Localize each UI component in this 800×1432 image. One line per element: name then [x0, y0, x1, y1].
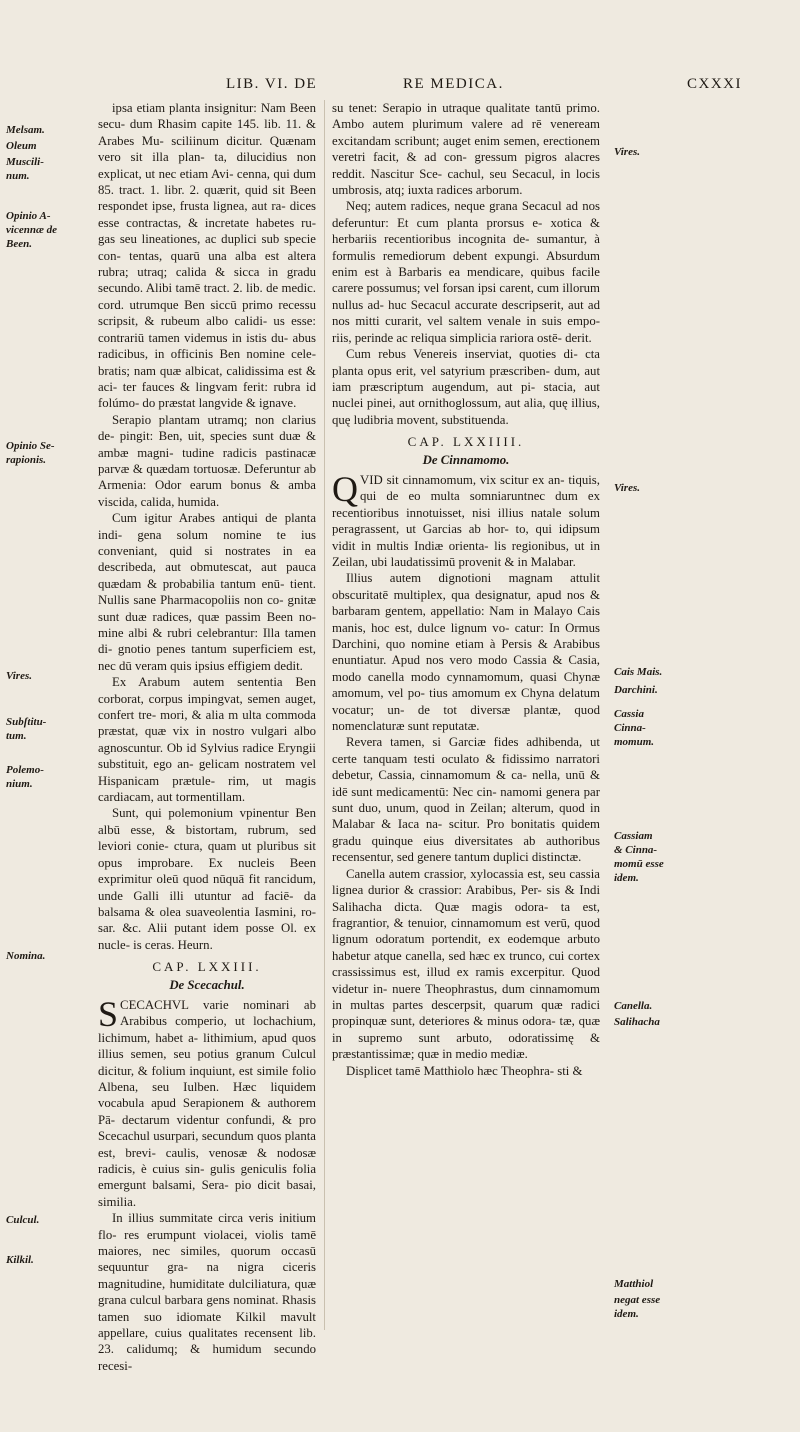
- margin-note: idem.: [614, 872, 639, 884]
- paragraph: Revera tamen, si Garciæ fides adhibenda, ut certe tanquam testi oculato & fidissimo narratori debetur, Cassia, cinnamomum & ca- nella, unū & idē sunt medicamentū: Nec cin- namomi genera par sunt duo, unum, quod in Zeilan; alterum, quod in Malabar & Iaca na- scitur. Pro bonitatis quidem gradu quinque eius diversitates ab authoribus recensentur, sed genere tantum duplici distinctæ.: [332, 735, 600, 865]
- margin-note: Culcul.: [6, 1214, 40, 1226]
- running-head-right: RE MEDICA.: [403, 76, 504, 92]
- margin-note: Cassia: [614, 708, 644, 720]
- paragraph: su tenet: Serapio in utraque qualitate tantū primo. Ambo autem plurimum valere ad rē veneream excitandam scribunt; auget enim semen, erectionem veretri facit, & ad con- gressum pigros alacres reddit. Nascitur Sce- cachul, seu Secacul, in locis umbrosis, atq; iuxta radices arborum.: [332, 101, 600, 198]
- margin-note: Opinio Se-: [6, 440, 55, 452]
- margin-note: momū esse: [614, 858, 664, 870]
- drop-cap: S: [98, 993, 119, 1034]
- margin-note: nium.: [6, 778, 33, 790]
- margin-note: Been.: [6, 238, 32, 250]
- chapter-title: De Cinnamomo.: [422, 452, 510, 467]
- folio-number: CXXXI: [687, 76, 742, 92]
- margin-note: Melsam.: [6, 124, 45, 136]
- paragraph: Illius autem dignotioni magnam attulit obscuritatē multiplex, qua designatur, apud nos & barbaram gentem, appellatio: Nam in Malayo Cais manis, hoc est, dulce lignum vo- catur: In Ormus Darchini, quo nomine etiam à Persis & Arabibus enuntiatur. Apud nos vero modo Cassia & Casia, modo canella modo cynnamomum, quasi Chynæ amomum, vel po- tius amomum ex Chyna delatum vocatur; un- de tot diversæ plantæ, quod nomenclaturæ sunt reputatæ.: [332, 571, 600, 734]
- margin-note: Darchini.: [614, 684, 658, 696]
- margin-note: Cinna-: [614, 722, 646, 734]
- paragraph: In illius summitate circa veris initium flo- res erumpunt violacei, violis tamē maiores, nec similes, quorum occasū sequuntur gra- na nigra ciceris magnitudine, humiditate dulciliatura, quæ grana culcul barbara gens nominat. Rhasis tamen suo idiomate Kilkil mavult appellare, cuius qualitates recensent lib. 23. calidumq; & humidum secundo recesi-: [98, 1211, 316, 1373]
- margin-note: & Cinna-: [614, 844, 658, 856]
- margin-note: rapionis.: [6, 454, 47, 466]
- margin-note: Cassiam: [614, 830, 653, 842]
- paragraph: Serapio plantam utramq; non clarius de- pingit: Ben, uit, species sunt duæ & ambæ magni- tudine radicis pastinacæ parvæ & quædam tortuosæ. Deferuntur ab Armenia: Odor earum bonus & amba viscida, calida, humida.: [98, 412, 316, 509]
- paragraph: Cum rebus Venereis inserviat, quoties di- cta planta opus erit, vel satyrium præscriben- dum, aut iam præscriptum augendum, aut pi- stacia, aut nuclei pinei, aut ornithoglossum, aut alia, quę illius, quę ludibria movent, substituenda.: [332, 347, 600, 427]
- margin-note: Subſtitu-: [6, 716, 47, 728]
- margin-note: Oleum: [6, 140, 37, 152]
- margin-note: Muscili-: [6, 156, 44, 168]
- margin-note: Vires.: [6, 670, 32, 682]
- paragraph-with-initial: [332, 468, 600, 570]
- margin-note: tum.: [6, 730, 27, 742]
- running-head: [0, 76, 800, 100]
- margin-note: Vires.: [614, 482, 640, 494]
- paragraph: Sunt, qui polemonium vpinentur Ben albū esse, & bistortam, rubrum, sed leviori conie- ctura, quam ut pluribus sit opus improbare. Ex nucleis Been exprimitur oleū quod nūquā fit rancidum, unde Galli illi utuntur ad faciē- da balsama & olea suaveolentia Iasmini, ro- sar. &c. Alii putant idem posse Ol. ex nucle- is ceras. Heurn.: [98, 806, 316, 952]
- margin-note: Kilkil.: [6, 1254, 34, 1266]
- margin-note: Salihacha: [614, 1016, 660, 1028]
- margin-note: idem.: [614, 1308, 639, 1320]
- margin-note: num.: [6, 170, 30, 182]
- paragraph: Canella autem crassior, xylocassia est, seu cassia lignea durior & crassior: Arabibus, Per- sis & Indi Salihacha dicta. Quæ magis odora- ta est, fragrantior, & tenuior, cinnamomum est verū, quod lignum odoratum portendit, ex eodemque arbuto habetur atque canella, sed hæc ex trunco, cui cortex crassissimus est, illud ex ramis excerpitur. Quod videtur in- nuere Theophrastus, dum cinnamomum in multas partes descerpsit, quarum quæ radici propinquæ sunt, deteriores & minus odora- tæ, quæ in supremo sunt arbuto, odoratissimę & præstantissimæ; quæ in medio mediæ.: [332, 866, 600, 1062]
- column-divider: [324, 100, 325, 1330]
- paragraph-text: CECACHVL varie nominari ab Arabibus comperio, ut lochachium, lichimum, habet a- lithimium, apud quos illius semen, seu potius granum Culcul dicitur, & folium inquiunt, est simile folio Albena, seu Iulben. Hæc liquidem vocabula apud Serapionem & authorem Pā- dectarum videntur confundi, & pro Scecachul usurpari, secundum quos planta est, brevi- caulis, venosæ & nodosæ radicis, è cuius sin- gulis geniculis folia emergunt balsami, Sera- pio dicit basai, similia.: [98, 997, 316, 1209]
- paragraph-with-initial: [98, 993, 316, 1210]
- paragraph: Ex Arabum autem sententia Ben corborat, corpus impingvat, semen auget, confert tre- mori, & alia m ulta commoda præstat, quæ vix in nostro vulgari albo agnoscuntur. Ob id Sylvius radice Eryngii substituit, ego an- gelicam nostratem vel Hispanicam prætule- rim, ut magis cardiacam, aut tormentillam.: [98, 675, 316, 805]
- paragraph: ipsa etiam planta insignitur: Nam Been secu- dum Rhasim capite 145. lib. 11. & Arabes Mu- sciliinum dicitur. Quænam vero sit illa plan- ta, dilucidius non explicat, ut nec etiam Avi- cenna, qui dum 85. tract. 1. libr. 2. quærit, quid sit Been respondet ipse, frusta lignea, aut ra- dices esse contractas, & incretate habetes ru- gas seu lineationes, ac duplici sub specie con- tentas, quarū una alba est altera rubra; utraq; calida & sicca in gradu secundo. Alibi tamē tract. 2. lib. de medic. cord. utrumque Ben siccū primo recessu scripsit, & rubeum albo calidi- us esse: contrariū tamen videmus in istis du- abus radicibus, in officinis Ben nomine cele- bratis; nam quæ albicat, calidissima est & aci- ter fauces & lingvam ferit: rubra id folúmo- do præstat langvide & ignave.: [98, 101, 316, 411]
- paragraph: Neq; autem radices, neque grana Secacul ad nos deferuntur: Et cum planta prorsus e- xotica & herbariis recentioribus incognita de- sumantur, à formulis remediorum debent expungi. Absurdum enim est à Barbaris ea mendicare, quibus facile carere possumus; vel forsan ipsi carent, cum illorum nullus ad- huc Secacul accurate descripserit, aut ad nos mitti curarit, vel saltem venale in suis empo- riis, perinde ac reliqua simplicia rariora ostē- derit.: [332, 199, 600, 345]
- chapter-heading: CAP. LXXIII.: [152, 959, 262, 975]
- drop-cap: Q: [332, 468, 358, 509]
- margin-note: vicennæ de: [6, 224, 58, 236]
- margin-note: Matthiol: [614, 1278, 654, 1290]
- chapter-heading: CAP. LXXIIII.: [407, 434, 525, 450]
- chapter-title: De Scecachul.: [169, 977, 245, 992]
- running-head-left: LIB. VI. DE: [226, 76, 318, 92]
- margin-note: Nomina.: [6, 950, 46, 962]
- margin-note: momum.: [614, 736, 655, 748]
- margin-note: Vires.: [614, 146, 640, 158]
- margin-note: Opinio A-: [6, 210, 51, 222]
- margin-note: Canella.: [614, 1000, 653, 1012]
- right-column: [332, 100, 600, 1079]
- paragraph-text: VID sit cinnamomum, vix scitur ex an- tiquis, qui de eo multa somniaruntnec dum ex recentioribus innotuisset, nisi illius natale solum peragrassent, ut Garcias ab hor- to, qui idipsum vidit in multis Indiæ orienta- lis regionibus, ut in Zeilan, ubi laudatissimū provenit & in Malabar.: [332, 472, 600, 569]
- left-column: [98, 100, 316, 1374]
- margin-note: Cais Mais.: [614, 666, 663, 678]
- paragraph: Cum igitur Arabes antiqui de planta indi- gena solum nomine te ius conveniant, quid si nostrates in ea describeda, aut obmutescat, aut pauca quædam & probabilia tantum enū- tient. Nullis sane Pharmacopoliis non co- gnitæ sunt duæ radices, quæ passim Been no- mine albi & rubri celebrantur: Illa tamen di- gnotio penes tantum superficiem est, nec dū veram quis ipsius effigiem dedit.: [98, 511, 316, 673]
- margin-note: negat esse: [614, 1294, 661, 1306]
- margin-note: Polemo-: [6, 764, 44, 776]
- paragraph: Displicet tamē Matthiolo hæc Theophra- sti &: [346, 1063, 583, 1078]
